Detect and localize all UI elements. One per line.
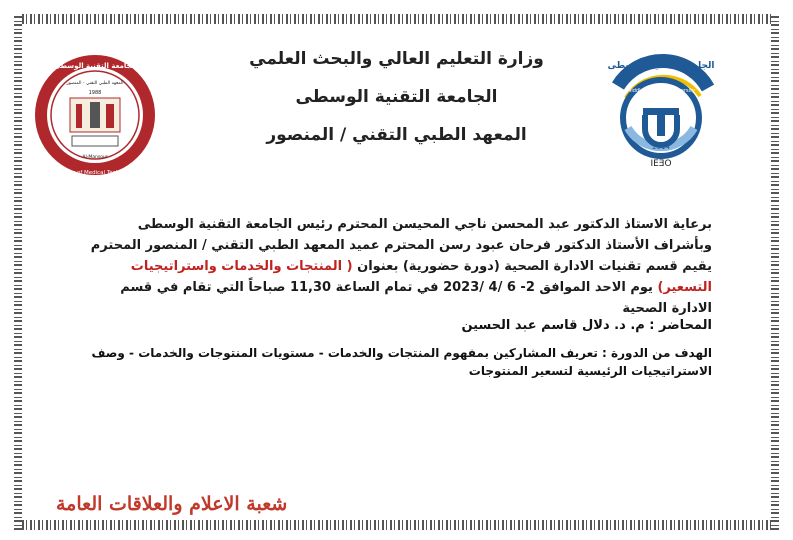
document-header [0,40,793,154]
institute-inner-text: المعهد الطبي التقني - المنصور [66,81,124,86]
announcement-part2: يوم الاحد الموافق 2- 6 /4 /2023 في تمام الساعة 11,30 صباحاً التي تقام في قسم الادارة الصحية [120,280,712,316]
lecturer-line: المحاضر : م. د. دلال قاسم عبد الحسين [461,318,712,333]
institute-name: المعهد الطبي التقني / المنصور [266,125,527,145]
university-name: الجامعة التقنية الوسطى [295,87,498,107]
ministry-name: وزارة التعليم العالي والبحث العلمي [249,49,544,69]
institute-english-text: Institute of Medical Technology [52,170,138,176]
institute-city: Al-Mansour [82,155,108,160]
announcement-part1: برعاية الاستاذ الدكتور عبد المحسن ناجي المحيسن المحترم رئيس الجامعة التقنية الوسطى وبأشراف الأستاذ الدكتور فرحان عبود رسن المحترم عميد المعهد الطبي التقني / المنصور المحترم يقيم قسم تقنيات الادارة الصحية (دورة حضورية) بعنوان [90,217,712,274]
signature-department: شعبة الاعلام والعلاقات العامة [56,493,288,515]
logo-year: 2014 [652,143,670,151]
institute-arabic-name: الجامعة التقنية الوسطى [53,62,137,70]
decorative-border-top [14,14,779,24]
logo-abbr: IEƎO [650,159,672,169]
institute-year: 1988 [88,90,102,96]
course-title: ( المنتجات والخدمات واستراتيجيات التسعير) [130,259,712,295]
decorative-border-bottom [14,520,779,530]
announcement-paragraph [80,214,712,319]
logo-arabic-name: الجامعة التقنية الوسطى [607,61,715,71]
logo-english-name: Middle Technical University [627,88,695,94]
course-goal: الهدف من الدورة : تعريف المشاركين بمفهوم المنتجات والخدمات - مستويات المنتوجات والخدمات - وصف الاستراتيجيات الرئيسية لتسعير المنتوجات [91,346,712,378]
